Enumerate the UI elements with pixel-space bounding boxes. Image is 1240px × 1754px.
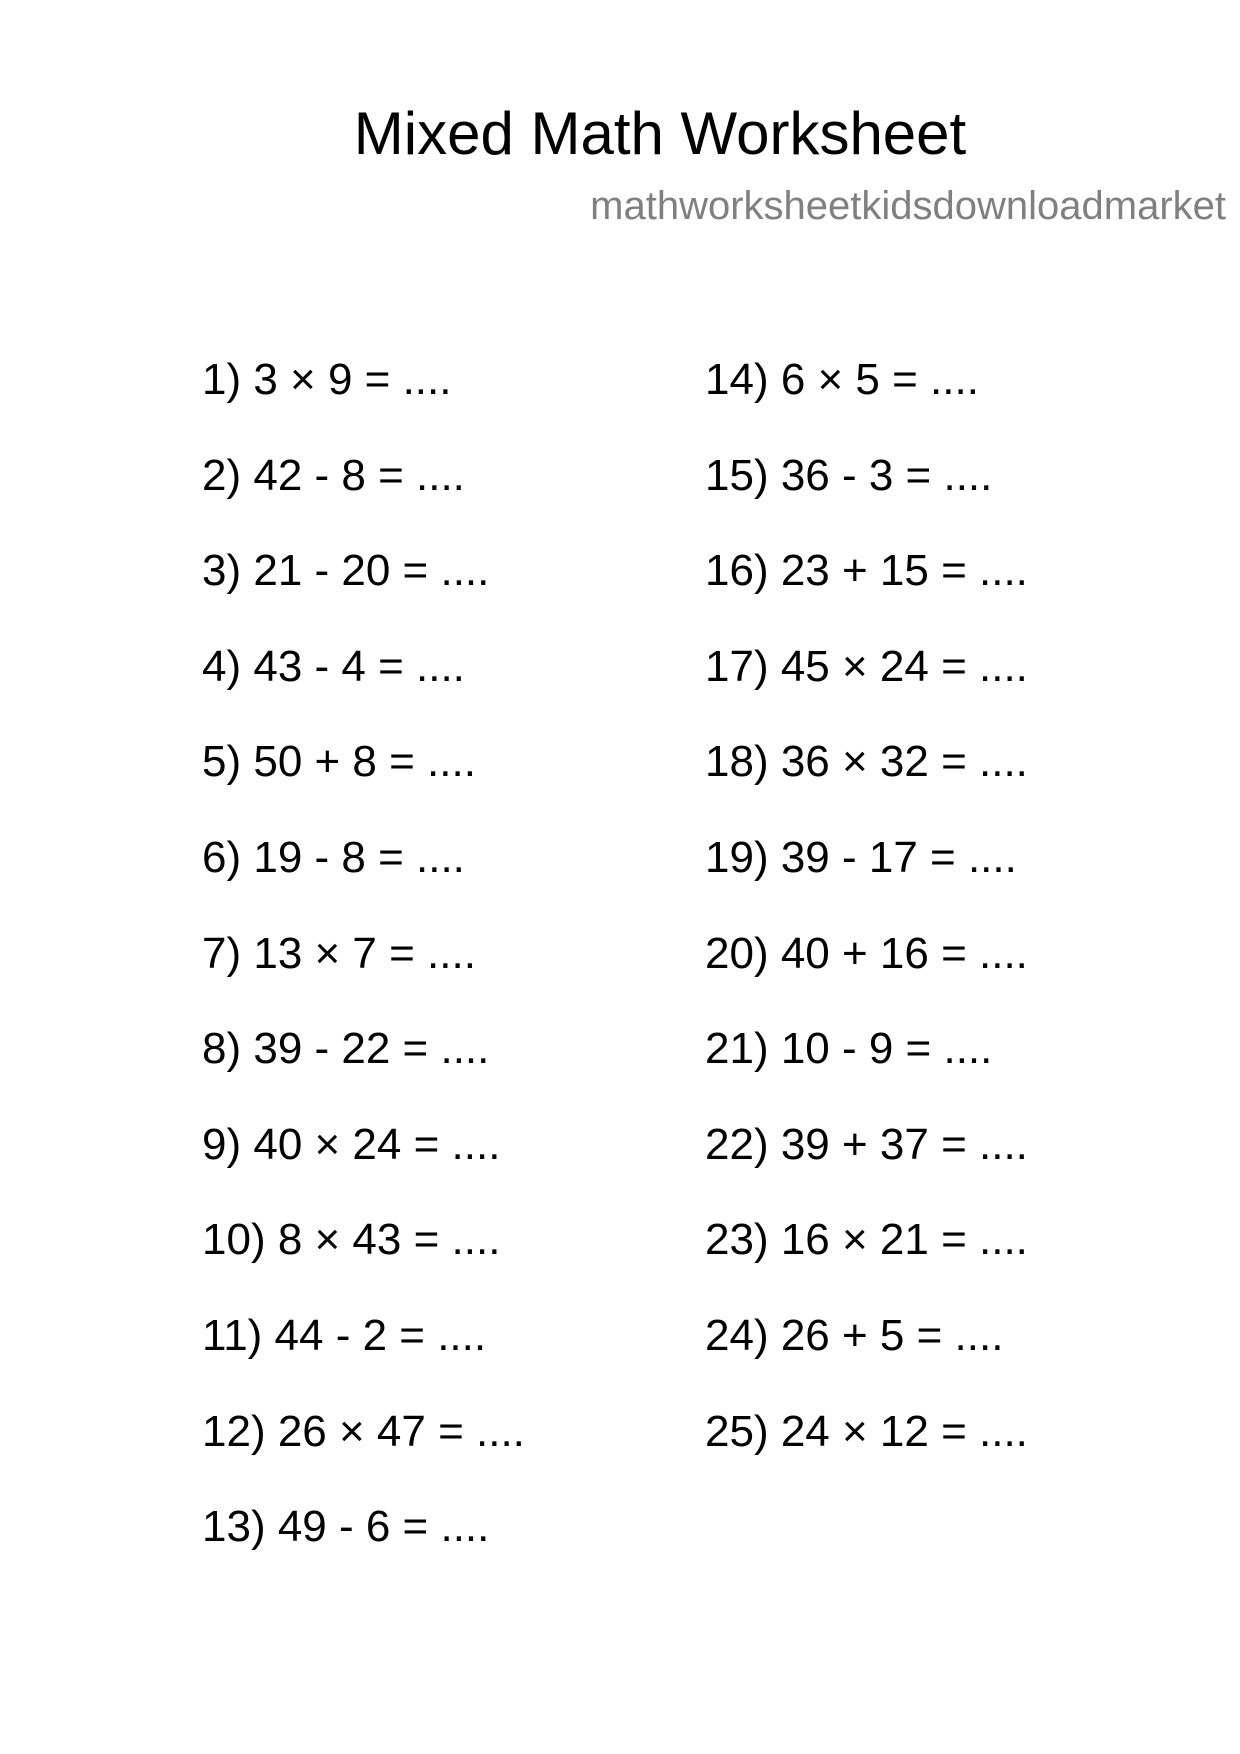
problem: 13) 49 - 6 = .... (202, 1502, 490, 1552)
problem: 18) 36 × 32 = .... (705, 737, 1028, 787)
problem: 15) 36 - 3 = .... (705, 450, 993, 500)
problem: 4) 43 - 4 = .... (202, 641, 465, 691)
problem: 16) 23 + 15 = .... (705, 546, 1028, 596)
right-column (705, 350, 1028, 1497)
problem: 9) 40 × 24 = .... (202, 1119, 501, 1169)
problem: 23) 16 × 21 = .... (705, 1215, 1028, 1265)
problem: 21) 10 - 9 = .... (705, 1024, 993, 1074)
problem: 7) 13 × 7 = .... (202, 928, 476, 978)
watermark: mathworksheetkidsdownloadmarket (590, 184, 1226, 228)
problem: 20) 40 + 16 = .... (705, 928, 1028, 978)
problem: 8) 39 - 22 = .... (202, 1024, 490, 1074)
problem: 1) 3 × 9 = .... (202, 355, 452, 404)
problem: 24) 26 + 5 = .... (705, 1310, 1004, 1360)
problem: 25) 24 × 12 = .... (705, 1406, 1028, 1456)
problem: 22) 39 + 37 = .... (705, 1119, 1028, 1169)
problem: 14) 6 × 5 = .... (705, 355, 979, 404)
left-column (202, 350, 525, 1593)
problem: 2) 42 - 8 = .... (202, 450, 465, 500)
problem: 17) 45 × 24 = .... (705, 641, 1028, 691)
problem: 11) 44 - 2 = .... (202, 1310, 487, 1360)
problem: 3) 21 - 20 = .... (202, 546, 490, 596)
problem: 5) 50 + 8 = .... (202, 737, 476, 787)
problem: 6) 19 - 8 = .... (202, 832, 465, 882)
page-title: Mixed Math Worksheet (353, 100, 967, 167)
problem: 12) 26 × 47 = .... (202, 1406, 525, 1456)
problem: 19) 39 - 17 = .... (705, 832, 1017, 882)
problem: 10) 8 × 43 = .... (202, 1215, 501, 1265)
